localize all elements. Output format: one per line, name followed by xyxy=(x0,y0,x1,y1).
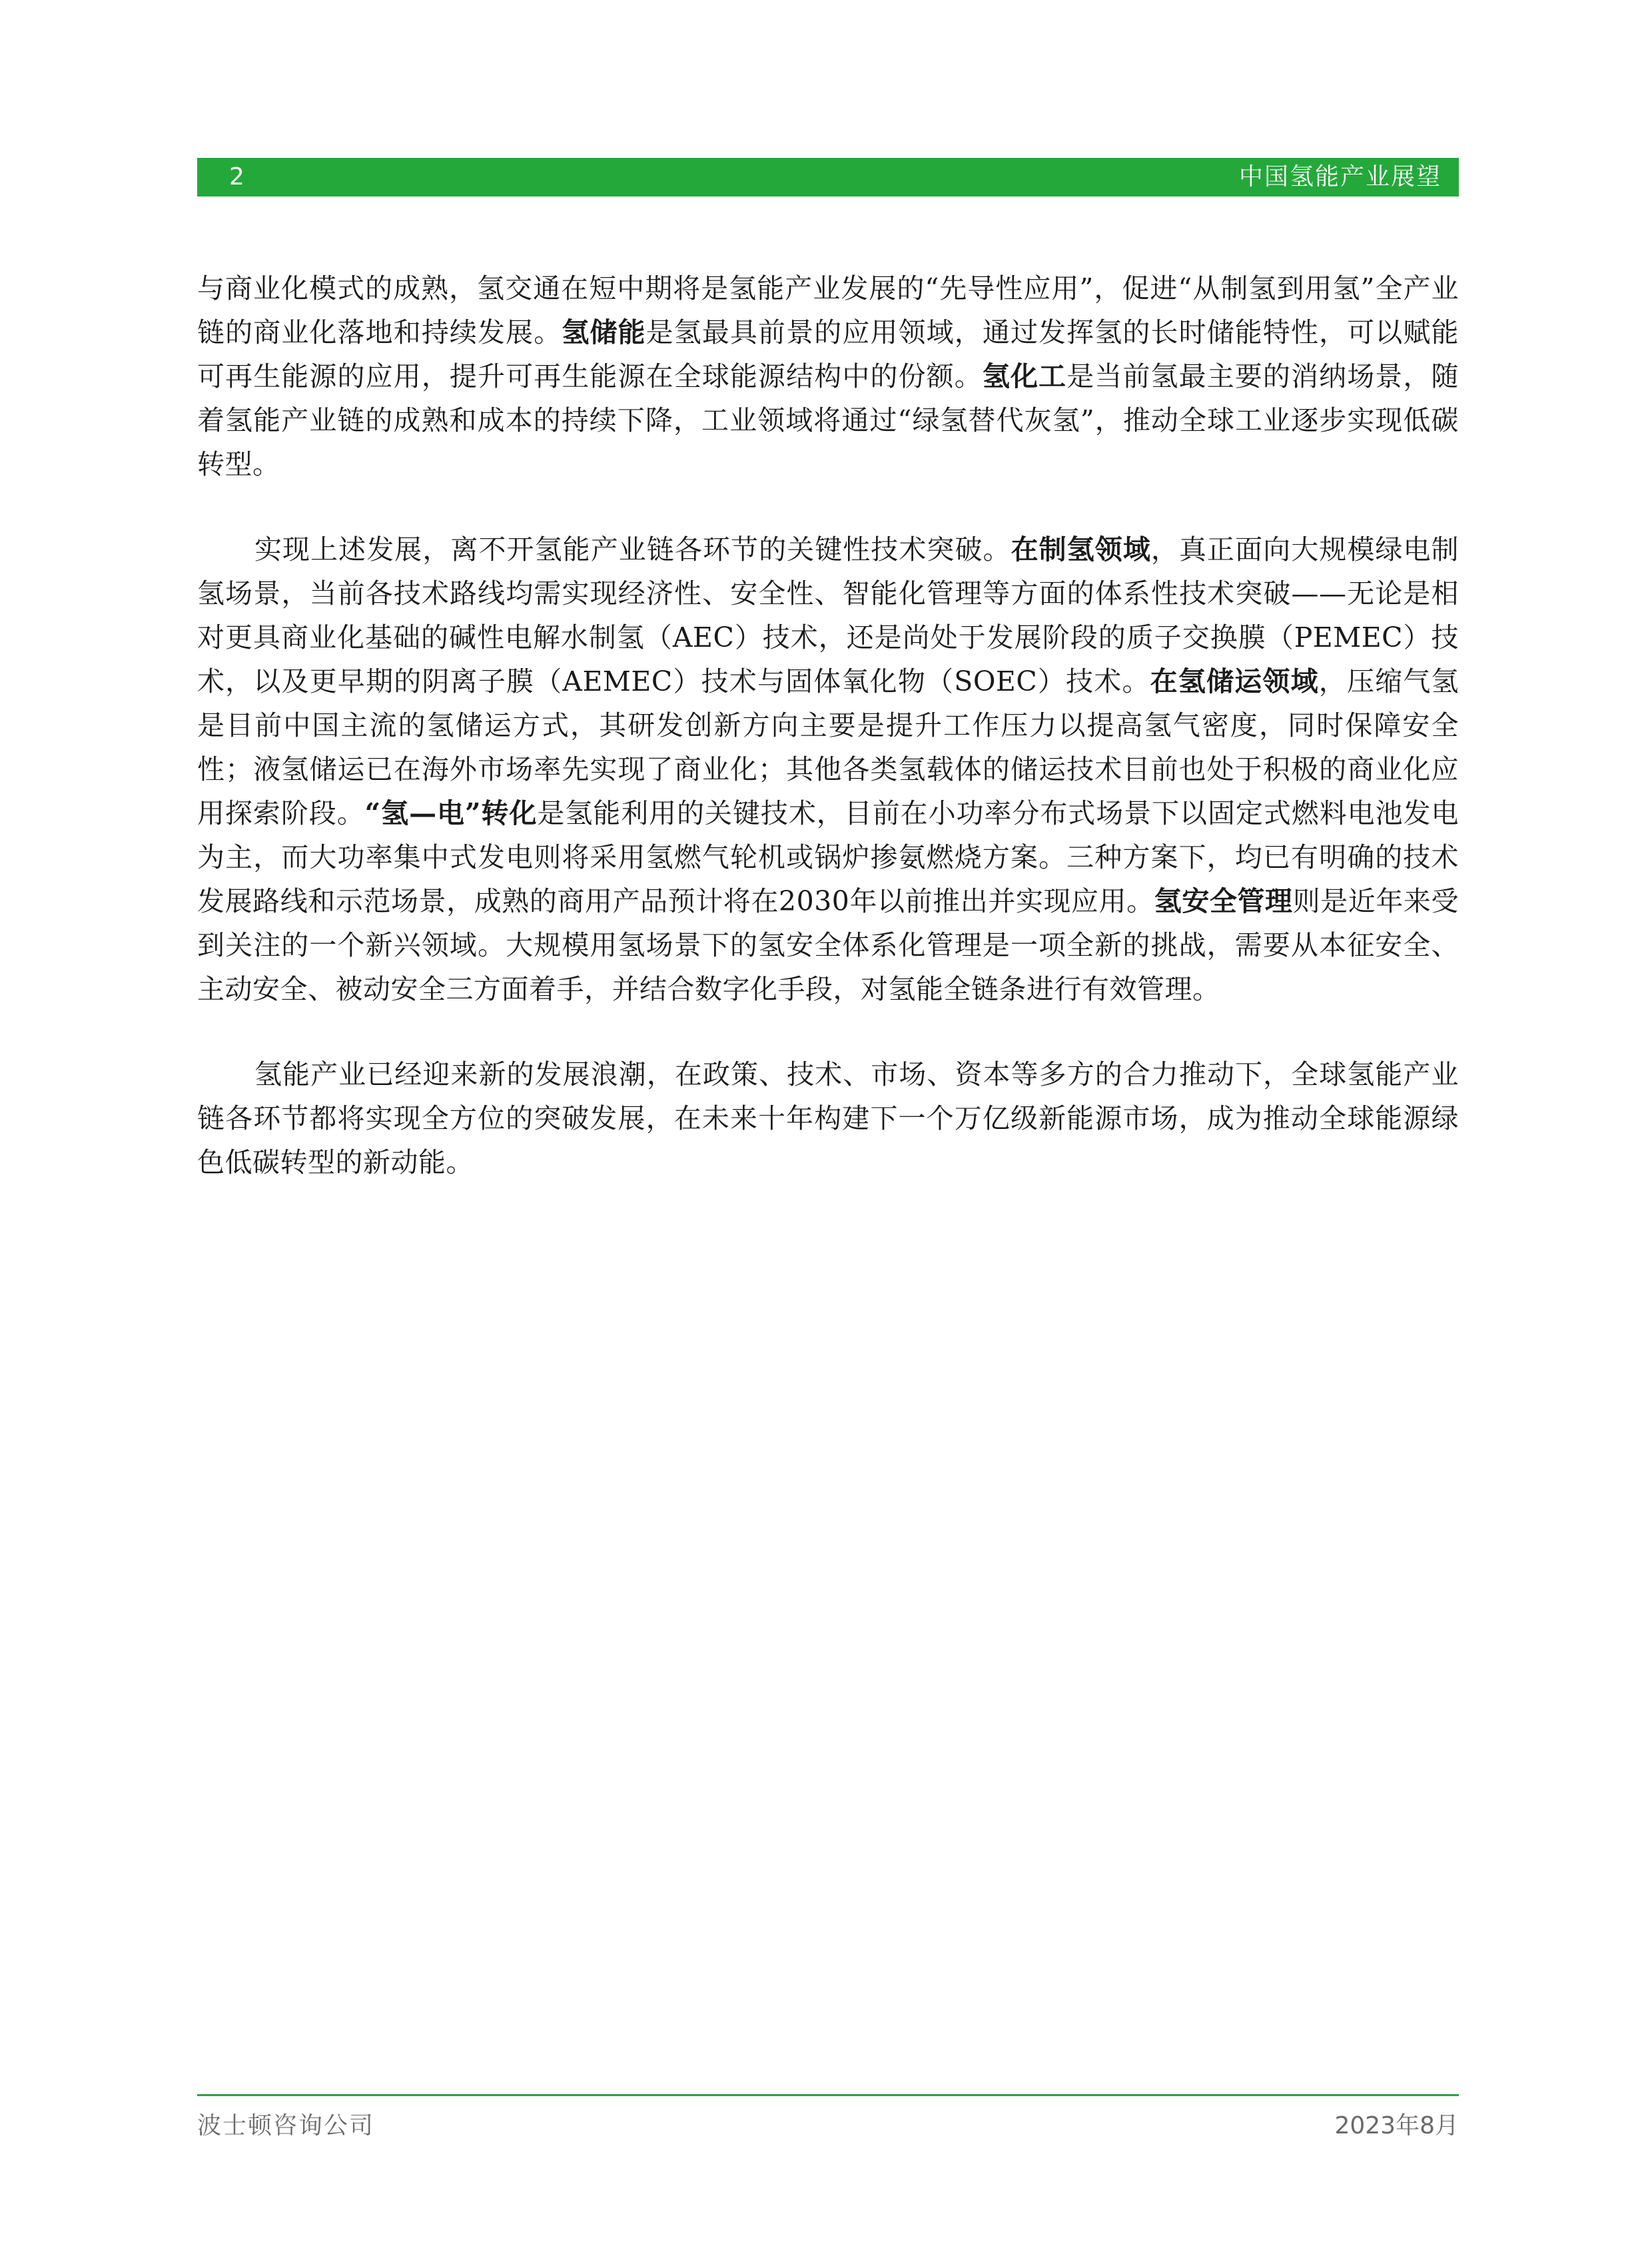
text-span: ，压缩气氢是目前中国主流的氢储运方式，其研发创新方向主要是提升工作压力以提高氢气密度，同时保障安全性；液氢储运已在海外市场率先实现了商业化；其他各类氢载体的储运技术目前也处于积极的商业化应用探索阶段。 xyxy=(197,665,1459,829)
footer-date: 2023年8月 xyxy=(1334,2112,1459,2139)
text-span: 则是近年来受到关注的一个新兴领域。大规模用氢场景下的氢安全体系化管理是一项全新的挑战，需要从本征安全、主动安全、被动安全三方面着手，并结合数字化手段，对氢能全链条进行有效管理。 xyxy=(197,885,1459,1005)
paragraph-1 xyxy=(197,266,1459,486)
bold-term: 在制氢领域 xyxy=(1011,534,1151,565)
text-span: 是氢能利用的关键技术，目前在小功率分布式场景下以固定式燃料电池发电为主，而大功率集中式发电则将采用氢燃气轮机或锅炉掺氨燃烧方案。三种方案下，均已有明确的技术发展路线和示范场景，成熟的商用产品预计将在2030年以前推出并实现应用。 xyxy=(197,797,1459,917)
text-span: ，真正面向大规模绿电制氢场景，当前各技术路线均需实现经济性、安全性、智能化管理等方面的体系性技术突破——无论是相对更具商业化基础的碱性电解水制氢（AEC）技术，还是尚处于发展阶段的质子交换膜（PEMEC）技术，以及更早期的阴离子膜（AEMEC）技术与固体氧化物（SOEC）技术。 xyxy=(197,534,1459,697)
footer-divider xyxy=(197,2094,1459,2096)
text-span: 与商业化模式的成熟，氢交通在短中期将是氢能产业发展的“先导性应用”，促进“从制氢到用氢”全产业链的商业化落地和持续发展。 xyxy=(197,272,1459,348)
report-title: 中国氢能产业展望 xyxy=(1238,163,1442,190)
text-span: 实现上述发展，离不开氢能产业链各环节的关键性技术突破。 xyxy=(254,534,1011,565)
header-bar xyxy=(197,158,1459,196)
main-content xyxy=(197,266,1459,1226)
bold-term: 氢安全管理 xyxy=(1154,885,1293,917)
footer-company: 波士顿咨询公司 xyxy=(197,2112,375,2139)
text-span: 是当前氢最主要的消纳场景，随着氢能产业链的成熟和成本的持续下降，工业领域将通过“绿氢替代灰氢”，推动全球工业逐步实现低碳转型。 xyxy=(197,360,1459,480)
text-span: 是氢最具前景的应用领域，通过发挥氢的长时储能特性，可以赋能可再生能源的应用，提升可再生能源在全球能源结构中的份额。 xyxy=(197,316,1459,392)
bold-term: 在氢储运领域 xyxy=(1150,665,1319,697)
bold-term: “氢—电”转化 xyxy=(364,797,538,829)
paragraph-2 xyxy=(197,528,1459,1011)
paragraph-3: 氢能产业已经迎来新的发展浪潮，在政策、技术、市场、资本等多方的合力推动下，全球氢能产业链各环节都将实现全方位的突破发展，在未来十年构建下一个万亿级新能源市场，成为推动全球能源绿色低碳转型的新动能。 xyxy=(197,1058,1459,1178)
bold-term: 氢化工 xyxy=(982,360,1067,392)
page-number: 2 xyxy=(229,163,244,190)
bold-term: 氢储能 xyxy=(562,316,646,348)
